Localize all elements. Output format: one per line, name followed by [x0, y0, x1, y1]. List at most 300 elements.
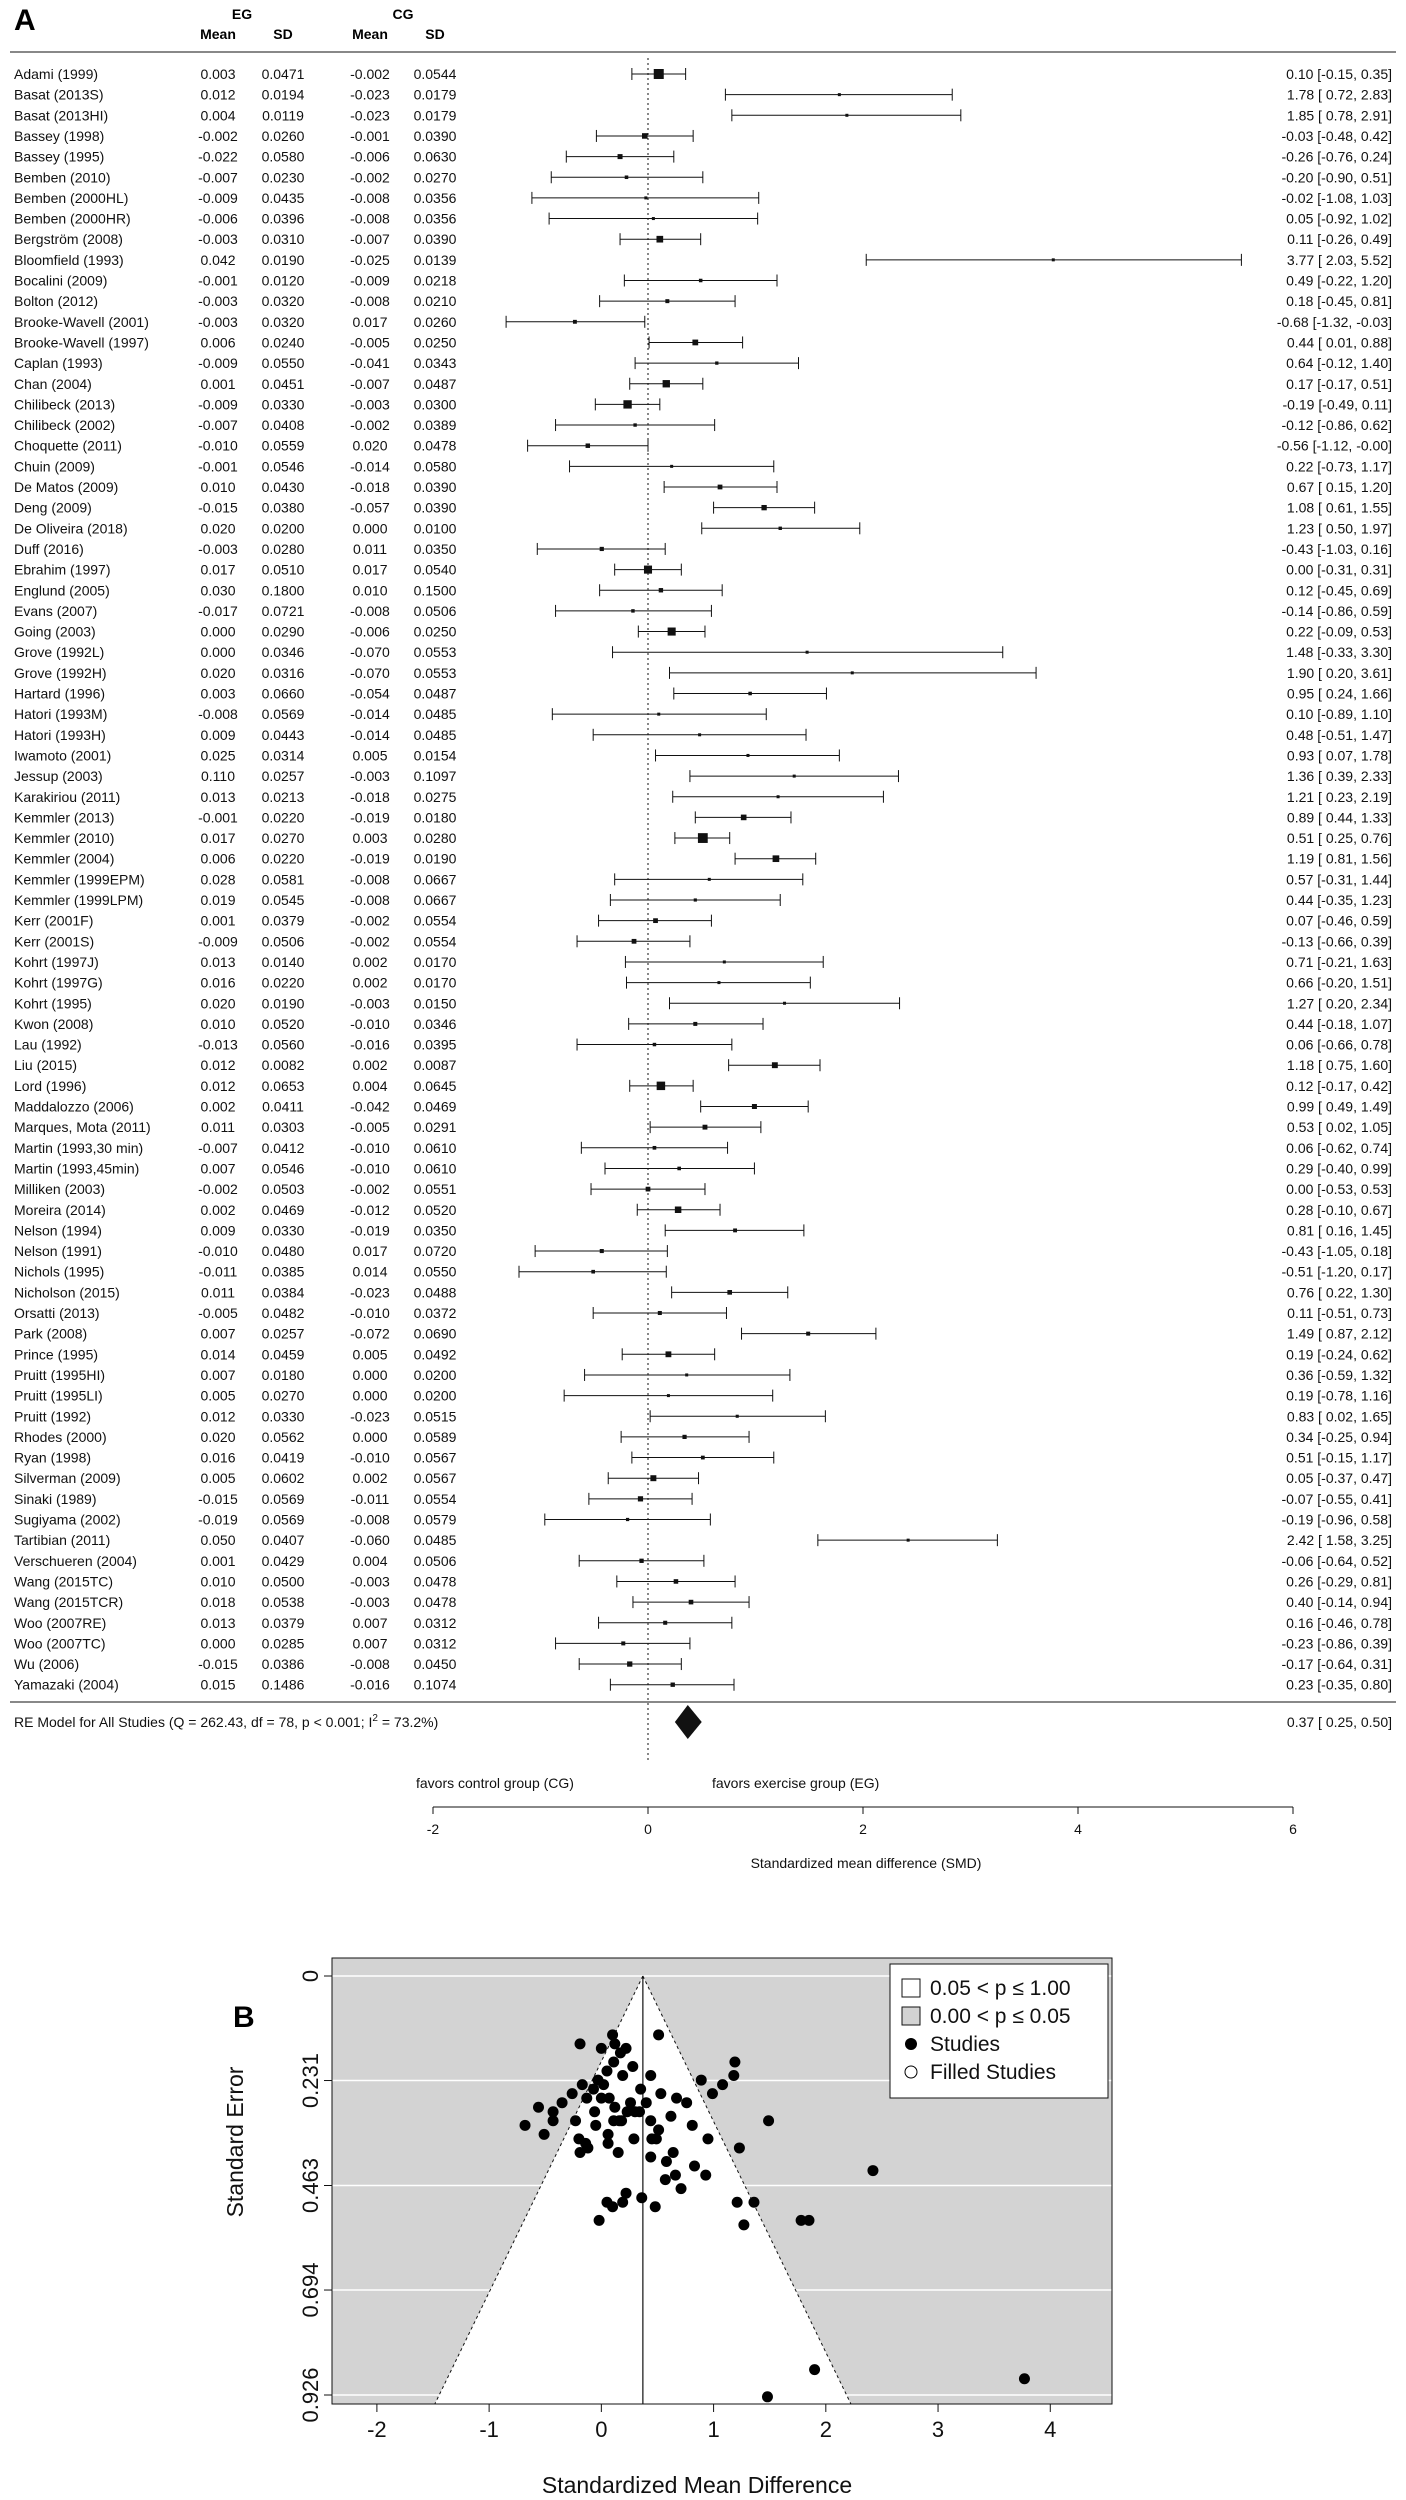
cg-mean-value: -0.019 [350, 850, 390, 867]
eg-mean-value: 0.028 [200, 871, 236, 888]
eg-mean-value: 0.006 [200, 334, 236, 351]
cg-mean-value: 0.017 [352, 313, 388, 330]
effect-size-ci: 0.10 [-0.89, 1.10] [1286, 706, 1392, 723]
cg-sd-value: 0.0506 [413, 1552, 457, 1569]
cg-sd-value: 0.0485 [413, 706, 457, 723]
effect-size-ci: 0.89 [ 0.44, 1.33] [1286, 809, 1392, 826]
eg-sd-header: SD [273, 26, 293, 42]
study-point [635, 2084, 646, 2095]
cg-mean-value: -0.054 [350, 685, 390, 702]
study-point [596, 2043, 607, 2054]
effect-size-ci: -0.19 [-0.96, 0.58] [1281, 1511, 1392, 1528]
study-row [14, 1099, 1392, 1115]
cg-sd-value: 0.0312 [413, 1614, 457, 1631]
study-row [14, 1119, 1392, 1135]
study-label: Kohrt (1995) [14, 995, 92, 1012]
cg-sd-value: 0.0275 [413, 788, 457, 805]
study-label: Ryan (1998) [14, 1449, 92, 1466]
point-estimate [746, 754, 749, 757]
effect-size-ci: -0.68 [-1.32, -0.03] [1276, 313, 1392, 330]
study-row [14, 396, 1392, 412]
study-label: Verschueren (2004) [14, 1552, 137, 1569]
study-row [14, 1532, 1392, 1548]
effect-size-ci: 0.40 [-0.14, 0.94] [1286, 1594, 1392, 1611]
eg-sd-value: 0.0545 [261, 892, 305, 908]
legend-swatch [902, 2007, 920, 2025]
cg-mean-value: 0.000 [352, 520, 388, 537]
eg-mean-value: 0.016 [200, 1449, 236, 1466]
cg-mean-value: -0.002 [350, 1181, 390, 1198]
study-point [596, 2093, 607, 2104]
cg-mean-value: -0.012 [350, 1201, 390, 1218]
study-point [581, 2093, 592, 2104]
study-label: Bemben (2000HL) [14, 189, 129, 206]
effect-size-ci: 0.05 [-0.92, 1.02] [1286, 210, 1392, 227]
effect-size-ci: -0.43 [-1.03, 0.16] [1281, 540, 1392, 557]
eg-sd-value: 0.0506 [261, 933, 305, 950]
point-estimate [717, 981, 720, 984]
eg-sd-value: 0.0550 [261, 355, 305, 372]
cg-sd-value: 0.0170 [413, 974, 457, 991]
effect-size-ci: 0.67 [ 0.15, 1.20] [1286, 479, 1392, 495]
study-label: Jessup (2003) [14, 768, 103, 785]
study-row [14, 1243, 1392, 1259]
study-point [809, 2364, 820, 2375]
eg-mean-value: -0.007 [198, 169, 238, 186]
eg-sd-value: 0.0580 [261, 148, 305, 165]
study-label: Lau (1992) [14, 1036, 82, 1053]
eg-mean-value: 0.012 [200, 1057, 236, 1074]
study-row [14, 1057, 1392, 1073]
eg-mean-value: -0.015 [198, 499, 238, 516]
legend-label: 0.05 < p ≤ 1.00 [930, 1977, 1071, 2000]
study-point [588, 2084, 599, 2095]
legend-swatch [902, 1979, 920, 1997]
cg-mean-value: -0.005 [350, 334, 390, 351]
study-label: Rhodes (2000) [14, 1428, 107, 1445]
study-label: Sugiyama (2002) [14, 1511, 121, 1528]
point-estimate [663, 380, 670, 387]
cg-sd-value: 0.0540 [413, 561, 457, 578]
legend-marker-filled [905, 2038, 917, 2050]
cg-sd-value: 0.0567 [413, 1449, 457, 1466]
study-point [653, 2124, 664, 2135]
study-row [14, 851, 1392, 867]
study-label: Bemben (2000HR) [14, 210, 131, 227]
effect-size-ci: 0.51 [ 0.25, 0.76] [1286, 830, 1392, 847]
eg-sd-value: 0.0385 [261, 1263, 305, 1280]
eg-sd-value: 0.0396 [261, 210, 305, 227]
eg-sd-value: 0.0407 [261, 1532, 305, 1549]
cg-mean-value: -0.006 [350, 623, 390, 640]
study-row [14, 1512, 1392, 1528]
study-label: Wu (2006) [14, 1656, 80, 1673]
eg-mean-value: 0.010 [200, 479, 236, 495]
point-estimate [639, 1559, 643, 1563]
study-point [603, 2129, 614, 2140]
effect-size-ci: 1.08 [ 0.61, 1.55] [1286, 499, 1392, 516]
cg-sd-value: 0.0170 [413, 953, 457, 970]
cg-mean-value: 0.004 [352, 1077, 388, 1094]
point-estimate [627, 1661, 632, 1666]
study-row [14, 252, 1392, 268]
study-point [577, 2079, 588, 2090]
eg-sd-value: 0.0500 [261, 1573, 305, 1590]
study-label: De Oliveira (2018) [14, 520, 128, 537]
cg-mean-value: 0.017 [352, 561, 388, 578]
effect-size-ci: -0.17 [-0.64, 0.31] [1281, 1656, 1392, 1673]
point-estimate [675, 1207, 681, 1213]
study-point [660, 2174, 671, 2185]
study-label: Orsatti (2013) [14, 1305, 100, 1321]
study-label: Grove (1992L) [14, 644, 105, 661]
effect-size-ci: 0.19 [-0.78, 1.16] [1286, 1387, 1392, 1404]
cg-mean-value: -0.025 [350, 251, 390, 268]
cg-mean-value: 0.011 [353, 540, 387, 557]
cg-mean-value: -0.008 [350, 892, 390, 908]
study-label: Silverman (2009) [14, 1470, 121, 1487]
study-row [14, 995, 1392, 1011]
cg-mean-value: 0.007 [352, 1614, 388, 1631]
eg-sd-value: 0.0320 [261, 313, 305, 330]
study-row [14, 500, 1392, 516]
eg-sd-value: 0.1800 [261, 582, 305, 599]
study-label: Bergström (2008) [14, 231, 123, 248]
cg-sd-value: 0.0520 [413, 1201, 457, 1218]
study-label: Kemmler (2010) [14, 830, 115, 847]
cg-mean-value: -0.010 [350, 1015, 390, 1032]
study-label: Martin (1993,30 min) [14, 1139, 144, 1156]
study-label: Kemmler (2004) [14, 850, 115, 867]
point-estimate [693, 1022, 697, 1026]
cg-sd-value: 0.0200 [413, 1387, 457, 1404]
cg-sd-value: 0.0087 [413, 1057, 457, 1074]
point-estimate [783, 1002, 786, 1005]
eg-mean-value: -0.005 [198, 1305, 238, 1321]
cg-mean-value: -0.019 [350, 1222, 390, 1239]
study-label: Moreira (2014) [14, 1201, 106, 1218]
effect-size-ci: 1.23 [ 0.50, 1.97] [1286, 520, 1392, 537]
point-estimate [699, 279, 703, 283]
effect-size-ci: -0.56 [-1.12, -0.00] [1276, 437, 1392, 454]
cg-sd-value: 0.0667 [413, 871, 457, 888]
study-point [646, 2133, 657, 2144]
point-estimate [600, 1249, 604, 1253]
cg-mean-value: -0.018 [350, 479, 390, 495]
effect-size-ci: 1.18 [ 0.75, 1.60] [1286, 1057, 1392, 1074]
eg-mean-value: -0.001 [198, 272, 238, 289]
effect-size-ci: 0.10 [-0.15, 0.35] [1286, 66, 1392, 82]
study-row [14, 582, 1392, 598]
study-point [681, 2097, 692, 2108]
eg-mean-value: 0.003 [200, 685, 236, 702]
forest-x-axis [427, 58, 1297, 1837]
funnel-y-tick-label: 0.926 [298, 2367, 323, 2423]
cg-sd-value: 0.0667 [413, 892, 457, 908]
study-label: Nelson (1994) [14, 1222, 102, 1239]
effect-size-ci: 1.49 [ 0.87, 2.12] [1286, 1325, 1392, 1342]
study-point [717, 2079, 728, 2090]
cg-mean-value: -0.010 [350, 1139, 390, 1156]
study-label: Iwamoto (2001) [14, 747, 112, 764]
eg-sd-value: 0.0379 [261, 912, 305, 929]
eg-sd-value: 0.0220 [261, 850, 305, 867]
effect-size-ci: -0.19 [-0.49, 0.11] [1282, 396, 1392, 413]
study-point [608, 2056, 619, 2067]
study-label: Chilibeck (2002) [14, 417, 116, 434]
effect-size-ci: 0.51 [-0.15, 1.17] [1286, 1449, 1392, 1466]
point-estimate [653, 1043, 656, 1046]
study-label: Brooke-Wavell (1997) [14, 334, 149, 351]
cg-sd-value: 0.0356 [413, 189, 457, 206]
cg-mean-value: -0.002 [350, 169, 390, 186]
effect-size-ci: -0.43 [-1.05, 0.18] [1281, 1243, 1392, 1260]
cg-mean-value: -0.070 [350, 644, 390, 661]
study-point [653, 2029, 664, 2040]
cg-sd-value: 0.0580 [413, 458, 457, 475]
study-row [14, 1450, 1392, 1466]
point-estimate [698, 833, 708, 843]
study-label: Kohrt (1997J) [14, 953, 99, 970]
funnel-legend [890, 1964, 1108, 2098]
study-point [575, 2038, 586, 2049]
eg-mean-value: 0.110 [201, 768, 235, 785]
study-point [630, 2106, 641, 2117]
study-point [520, 2120, 531, 2131]
study-row [14, 273, 1392, 289]
study-point [598, 2079, 609, 2090]
study-row [14, 149, 1392, 165]
eg-mean-value: 0.010 [200, 1573, 236, 1590]
effect-size-ci: 0.11 [-0.51, 0.73] [1287, 1305, 1392, 1321]
cg-mean-value: -0.016 [350, 1676, 390, 1693]
study-label: Grove (1992H) [14, 664, 107, 681]
cg-mean-value: -0.023 [350, 107, 390, 124]
eg-mean-value: -0.015 [198, 1656, 238, 1673]
cg-mean-value: 0.005 [352, 1346, 388, 1363]
point-estimate [708, 878, 711, 881]
study-row [14, 87, 1392, 103]
study-point [734, 2142, 745, 2153]
cg-mean-value: -0.008 [350, 189, 390, 206]
cg-mean-value: -0.008 [350, 293, 390, 310]
eg-sd-value: 0.0480 [261, 1243, 305, 1260]
cg-sd-value: 0.0554 [413, 912, 457, 929]
eg-sd-value: 0.0330 [261, 396, 305, 413]
point-estimate [674, 1579, 679, 1584]
eg-sd-value: 0.0510 [261, 561, 305, 578]
point-estimate [663, 1621, 667, 1625]
cg-sd-value: 0.0630 [413, 148, 457, 165]
eg-sd-value: 0.0230 [261, 169, 305, 186]
study-point [601, 2066, 612, 2077]
study-row [14, 1305, 1392, 1321]
study-row [14, 479, 1392, 495]
cg-mean-value: -0.003 [350, 396, 390, 413]
eg-mean-value: 0.050 [200, 1532, 236, 1549]
study-row [14, 314, 1392, 330]
cg-mean-value: -0.072 [350, 1325, 390, 1342]
effect-size-ci: -0.26 [-0.76, 0.24] [1281, 148, 1392, 165]
study-label: Lord (1996) [14, 1077, 87, 1094]
point-estimate [667, 1394, 670, 1397]
study-label: Kemmler (1999EPM) [14, 871, 145, 888]
eg-mean-value: 0.000 [200, 644, 236, 661]
effect-size-ci: -0.13 [-0.66, 0.39] [1281, 933, 1392, 950]
cg-sd-value: 0.0485 [413, 726, 457, 743]
point-estimate [638, 1496, 643, 1501]
cg-mean-value: -0.014 [350, 706, 390, 723]
study-point [645, 2151, 656, 2162]
forest-plot-panel [10, 4, 1396, 1871]
cg-sd-value: 0.0390 [413, 231, 457, 248]
cg-sd-value: 0.0515 [413, 1408, 457, 1425]
cg-mean-value: -0.003 [350, 768, 390, 785]
study-row [14, 1677, 1392, 1693]
funnel-x-tick-label: 4 [1044, 2417, 1057, 2442]
eg-mean-value: 0.004 [200, 107, 236, 124]
point-estimate [703, 1125, 708, 1130]
cg-mean-value: -0.011 [350, 1490, 390, 1507]
point-estimate [736, 1415, 739, 1418]
study-point [729, 2056, 740, 2067]
eg-sd-value: 0.0280 [261, 540, 305, 557]
eg-sd-value: 0.0538 [261, 1594, 305, 1611]
effect-size-ci: 1.27 [ 0.20, 2.34] [1286, 995, 1392, 1012]
cg-mean-value: -0.014 [350, 458, 390, 475]
cg-sd-value: 0.0450 [413, 1656, 457, 1673]
point-estimate [653, 1146, 657, 1150]
cg-sd-value: 0.1500 [413, 582, 457, 599]
forest-x-axis-title: Standardized mean difference (SMD) [750, 1855, 982, 1871]
effect-size-ci: 1.36 [ 0.39, 2.33] [1286, 768, 1392, 785]
eg-mean-value: 0.000 [200, 1635, 236, 1652]
study-point [763, 2115, 774, 2126]
cg-mean-value: -0.003 [350, 1573, 390, 1590]
cg-sd-value: 0.0346 [413, 1015, 457, 1032]
eg-sd-value: 0.0310 [261, 231, 305, 248]
study-label: Choquette (2011) [14, 437, 122, 454]
eg-mean-value: 0.006 [200, 850, 236, 867]
study-label: Wang (2015TC) [14, 1573, 114, 1590]
study-row [14, 871, 1392, 887]
study-label: Bassey (1998) [14, 127, 105, 144]
eg-sd-value: 0.0386 [261, 1656, 305, 1673]
eg-sd-value: 0.0562 [261, 1428, 305, 1445]
forest-x-tick-label: 2 [859, 1821, 867, 1837]
cg-mean-value: -0.006 [350, 148, 390, 165]
point-estimate [727, 1290, 732, 1295]
eg-sd-value: 0.0569 [261, 706, 305, 723]
forest-x-tick-label: 6 [1289, 1821, 1297, 1837]
effect-size-ci: 0.66 [-0.20, 1.51] [1286, 974, 1392, 991]
point-estimate [748, 692, 752, 696]
effect-size-ci: -0.02 [-1.08, 1.03] [1281, 189, 1392, 206]
summary-label [14, 1713, 438, 1730]
eg-mean-value: -0.009 [198, 933, 238, 950]
point-estimate [650, 1475, 656, 1481]
effect-size-ci: 3.77 [ 2.03, 5.52] [1286, 251, 1392, 268]
study-point [645, 2070, 656, 2081]
study-row [14, 1367, 1392, 1383]
cg-sd-value: 0.0150 [413, 995, 457, 1012]
study-row [14, 1553, 1392, 1569]
cg-mean-value: -0.003 [350, 995, 390, 1012]
cg-mean-value: 0.005 [352, 747, 388, 764]
eg-sd-value: 0.0581 [261, 871, 305, 888]
point-estimate [625, 175, 629, 179]
effect-size-ci: 0.64 [-0.12, 1.40] [1286, 355, 1392, 372]
study-point [762, 2391, 773, 2402]
study-point [645, 2115, 656, 2126]
study-point [567, 2088, 578, 2099]
study-row [14, 1264, 1392, 1280]
eg-mean-value: -0.001 [198, 458, 238, 475]
cg-sd-value: 0.0550 [413, 1263, 457, 1280]
cg-sd-value: 0.0390 [413, 479, 457, 495]
cg-sd-value: 0.0270 [413, 169, 457, 186]
effect-size-ci: 0.06 [-0.62, 0.74] [1286, 1139, 1392, 1156]
funnel-x-axis-title: Standardized Mean Difference [541, 2472, 853, 2498]
panel-label-a: A [14, 4, 36, 37]
cg-sd-value: 0.0260 [413, 313, 457, 330]
cg-sd-value: 0.0553 [413, 664, 457, 681]
cg-mean-value: -0.010 [350, 1449, 390, 1466]
cg-sd-value: 0.0343 [413, 355, 457, 372]
forest-x-tick-label: 4 [1074, 1821, 1082, 1837]
effect-size-ci: 0.07 [-0.46, 0.59] [1286, 912, 1392, 929]
cg-mean-value: -0.019 [350, 809, 390, 826]
effect-size-ci: 1.19 [ 0.81, 1.56] [1286, 850, 1392, 867]
point-estimate [671, 1683, 675, 1687]
study-label: Prince (1995) [14, 1346, 99, 1363]
study-point [738, 2219, 749, 2230]
study-row [14, 169, 1392, 185]
point-estimate [623, 400, 631, 408]
cg-sd-value: 0.0589 [413, 1428, 457, 1445]
study-row [14, 1656, 1392, 1672]
cg-sd-value: 0.0554 [413, 1490, 457, 1507]
eg-sd-value: 0.0190 [261, 251, 305, 268]
cg-sd-value: 0.0488 [413, 1284, 457, 1301]
eg-mean-value: -0.022 [198, 148, 238, 165]
study-point [668, 2147, 679, 2158]
cg-sd-value: 0.0210 [413, 293, 457, 310]
cg-sd-value: 0.0690 [413, 1325, 457, 1342]
effect-size-ci: 0.83 [ 0.02, 1.65] [1286, 1408, 1392, 1425]
eg-mean-value: -0.008 [198, 706, 238, 723]
study-point [609, 2038, 620, 2049]
study-point [557, 2097, 568, 2108]
study-label: Chuin (2009) [14, 458, 95, 475]
point-estimate [600, 547, 604, 551]
study-row [14, 1284, 1392, 1300]
effect-size-ci: 0.12 [-0.45, 0.69] [1286, 582, 1392, 599]
legend-label: Filled Studies [930, 2061, 1057, 2084]
eg-mean-value: 0.011 [201, 1119, 235, 1136]
study-row [14, 809, 1392, 825]
cg-mean-value: 0.002 [352, 1057, 388, 1074]
eg-sd-value: 0.0303 [261, 1119, 305, 1136]
study-label: Bassey (1995) [14, 148, 105, 165]
study-point [650, 2201, 661, 2212]
funnel-x-tick-label: -2 [367, 2417, 387, 2442]
study-row [14, 520, 1392, 536]
study-row [14, 1388, 1392, 1404]
study-row [14, 789, 1392, 805]
eg-mean-value: -0.001 [198, 809, 238, 826]
eg-sd-value: 0.0330 [261, 1222, 305, 1239]
